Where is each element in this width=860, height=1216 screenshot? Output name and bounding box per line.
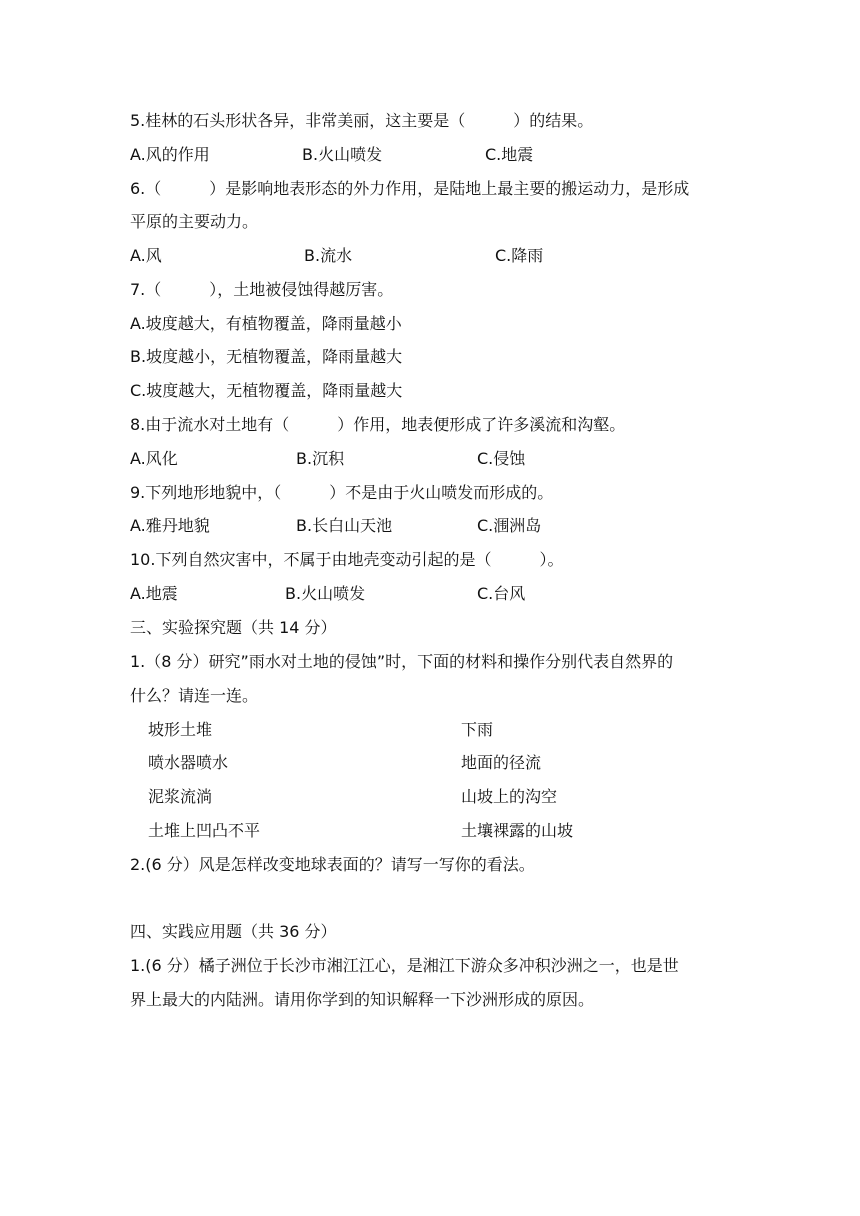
- section-3-q1-line1: 1.（8 分）研究”雨水对土地的侵蚀”时，下面的材料和操作分别代表自然界的: [130, 652, 674, 671]
- match-right-item[interactable]: 土壤裸露的山坡: [461, 821, 574, 840]
- question-5-stem: 5.桂林的石头形状各异，非常美丽，这主要是（ ）的结果。: [130, 111, 594, 130]
- option-c: C.地震: [485, 145, 534, 164]
- question-7-option-b: B.坡度越小，无植物覆盖，降雨量越大: [130, 347, 403, 366]
- question-9-options: [130, 515, 730, 537]
- option-a: A.风化: [130, 449, 178, 468]
- match-left-item[interactable]: 喷水器喷水: [148, 753, 229, 772]
- question-7-stem: 7.（ ），土地被侵蚀得越厉害。: [130, 280, 394, 299]
- question-10-stem: 10.下列自然灾害中，不属于由地壳变动引起的是（ ）。: [130, 550, 564, 569]
- match-left-item[interactable]: 泥浆流淌: [148, 787, 213, 806]
- question-6-stem-line2: 平原的主要动力。: [130, 212, 259, 231]
- section-3-q1-line2: 什么？请连一连。: [130, 686, 259, 705]
- option-a: A.风的作用: [130, 145, 210, 164]
- question-8-options: [130, 448, 730, 470]
- match-right-item[interactable]: 地面的径流: [461, 753, 542, 772]
- question-6-options: [130, 245, 730, 267]
- option-c: C.降雨: [495, 246, 544, 265]
- option-c: C.涠洲岛: [477, 516, 542, 535]
- question-7-option-a: A.坡度越大，有植物覆盖，降雨量越小: [130, 314, 402, 333]
- match-right-item[interactable]: 山坡上的沟空: [461, 787, 558, 806]
- option-c: C.侵蚀: [477, 449, 526, 468]
- section-3-heading: 三、实验探究题（共 14 分）: [130, 618, 337, 637]
- option-a: A.地震: [130, 584, 178, 603]
- section-4-q1-line2: 界上最大的内陆洲。请用你学到的知识解释一下沙洲形成的原因。: [130, 990, 595, 1009]
- option-b: B.长白山天池: [296, 516, 393, 535]
- option-b: B.沉积: [296, 449, 345, 468]
- match-left-item[interactable]: 坡形土堆: [148, 720, 213, 739]
- option-a: A.风: [130, 246, 162, 265]
- question-8-stem: 8.由于流水对土地有（ ）作用，地表便形成了许多溪流和沟壑。: [130, 415, 626, 434]
- option-b: B.火山喷发: [285, 584, 366, 603]
- question-10-options: [130, 583, 730, 605]
- match-right-item[interactable]: 下雨: [461, 720, 494, 739]
- option-b: B.火山喷发: [302, 145, 383, 164]
- section-3-q2: 2.(6 分）风是怎样改变地球表面的？请写一写你的看法。: [130, 855, 535, 874]
- section-4-q1-line1: 1.(6 分）橘子洲位于长沙市湘江江心，是湘江下游众多冲积沙洲之一，也是世: [130, 956, 679, 975]
- option-a: A.雅丹地貌: [130, 516, 210, 535]
- section-4-heading: 四、实践应用题（共 36 分）: [130, 922, 337, 941]
- question-6-stem-line1: 6.（ ）是影响地表形态的外力作用，是陆地上最主要的搬运动力，是形成: [130, 179, 690, 198]
- match-left-item[interactable]: 土堆上凹凸不平: [148, 821, 261, 840]
- question-7-option-c: C.坡度越大，无植物覆盖，降雨量越大: [130, 381, 403, 400]
- question-5-options: [130, 144, 730, 166]
- option-b: B.流水: [304, 246, 353, 265]
- question-9-stem: 9.下列地形地貌中，（ ）不是由于火山喷发而形成的。: [130, 483, 554, 502]
- option-c: C.台风: [477, 584, 526, 603]
